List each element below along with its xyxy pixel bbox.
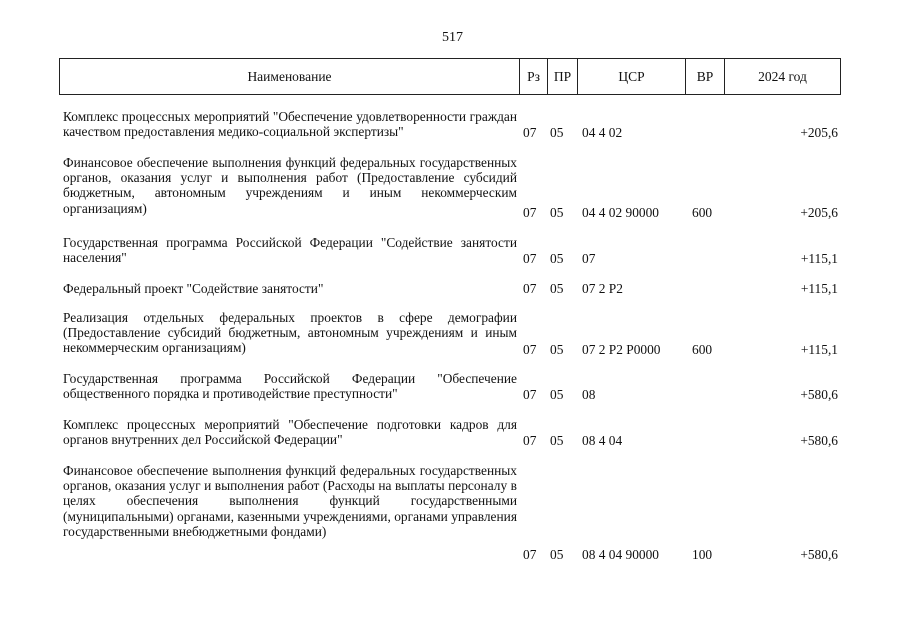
row-pr: 05 [550, 281, 564, 296]
row-name: Государственная программа Российской Федерации "Содействие занятости населения" [63, 235, 517, 266]
row-csr: 08 4 04 90000 [582, 547, 659, 562]
row-pr: 05 [550, 251, 564, 266]
page-number: 517 [442, 30, 463, 45]
column-header-pr: ПР [548, 59, 578, 95]
row-value: +580,6 [800, 433, 838, 448]
row-rz: 07 [523, 205, 537, 220]
row-name: Финансовое обеспечение выполнения функций федеральных государственных органов, оказания услуг и выполнения работ (Расходы на выплаты персоналу в целях обеспечения выполнения функций государственными (муниципальными) органами, казенными учреждениями, органами управления государственными внебюджетными фондами) [63, 463, 517, 539]
row-pr: 05 [550, 342, 564, 357]
row-pr: 05 [550, 433, 564, 448]
row-csr: 04 4 02 [582, 125, 623, 140]
row-name: Реализация отдельных федеральных проектов в сфере демографии (Предоставление субсидий бюджетным, автономным учреждениям и иным некоммерческим организациям) [63, 310, 517, 356]
column-header-csr: ЦСР [578, 59, 686, 95]
row-csr: 08 [582, 387, 596, 402]
row-rz: 07 [523, 125, 537, 140]
row-value: +580,6 [800, 387, 838, 402]
column-header-name: Наименование [60, 59, 520, 95]
row-csr: 07 2 Р2 Р0000 [582, 342, 661, 357]
row-rz: 07 [523, 433, 537, 448]
row-name: Комплекс процессных мероприятий "Обеспечение удовлетворенности граждан качеством предоставления медико-социальной экспертизы" [63, 109, 517, 140]
row-value: +205,6 [800, 125, 838, 140]
row-pr: 05 [550, 205, 564, 220]
row-name: Государственная программа Российской Федерации "Обеспечение общественного порядка и противодействие преступности" [63, 371, 517, 402]
table-header [59, 58, 841, 95]
row-csr: 04 4 02 90000 [582, 205, 659, 220]
column-header-vr: ВР [686, 59, 725, 95]
row-value: +115,1 [800, 281, 838, 296]
row-value: +205,6 [800, 205, 838, 220]
row-rz: 07 [523, 387, 537, 402]
row-name: Комплекс процессных мероприятий "Обеспечение подготовки кадров для органов внутренних дел Российской Федерации" [63, 417, 517, 448]
row-pr: 05 [550, 547, 564, 562]
row-rz: 07 [523, 251, 537, 266]
column-header-year: 2024 год [725, 59, 841, 95]
row-name: Финансовое обеспечение выполнения функций федеральных государственных органов, оказания услуг и выполнения работ (Предоставление субсидий бюджетным, автономным учреждениям и иным некоммерческим организациям) [63, 155, 517, 216]
row-vr: 600 [692, 205, 713, 220]
row-csr: 07 2 Р2 [582, 281, 623, 296]
row-value: +115,1 [800, 342, 838, 357]
row-rz: 07 [523, 281, 537, 296]
row-csr: 08 4 04 [582, 433, 623, 448]
row-rz: 07 [523, 342, 537, 357]
row-csr: 07 [582, 251, 596, 266]
row-vr: 600 [692, 342, 713, 357]
row-rz: 07 [523, 547, 537, 562]
row-vr: 100 [692, 547, 713, 562]
row-pr: 05 [550, 387, 564, 402]
row-name: Федеральный проект "Содействие занятости" [63, 281, 324, 296]
row-pr: 05 [550, 125, 564, 140]
row-value: +580,6 [800, 547, 838, 562]
column-header-rz: Рз [520, 59, 548, 95]
row-value: +115,1 [800, 251, 838, 266]
